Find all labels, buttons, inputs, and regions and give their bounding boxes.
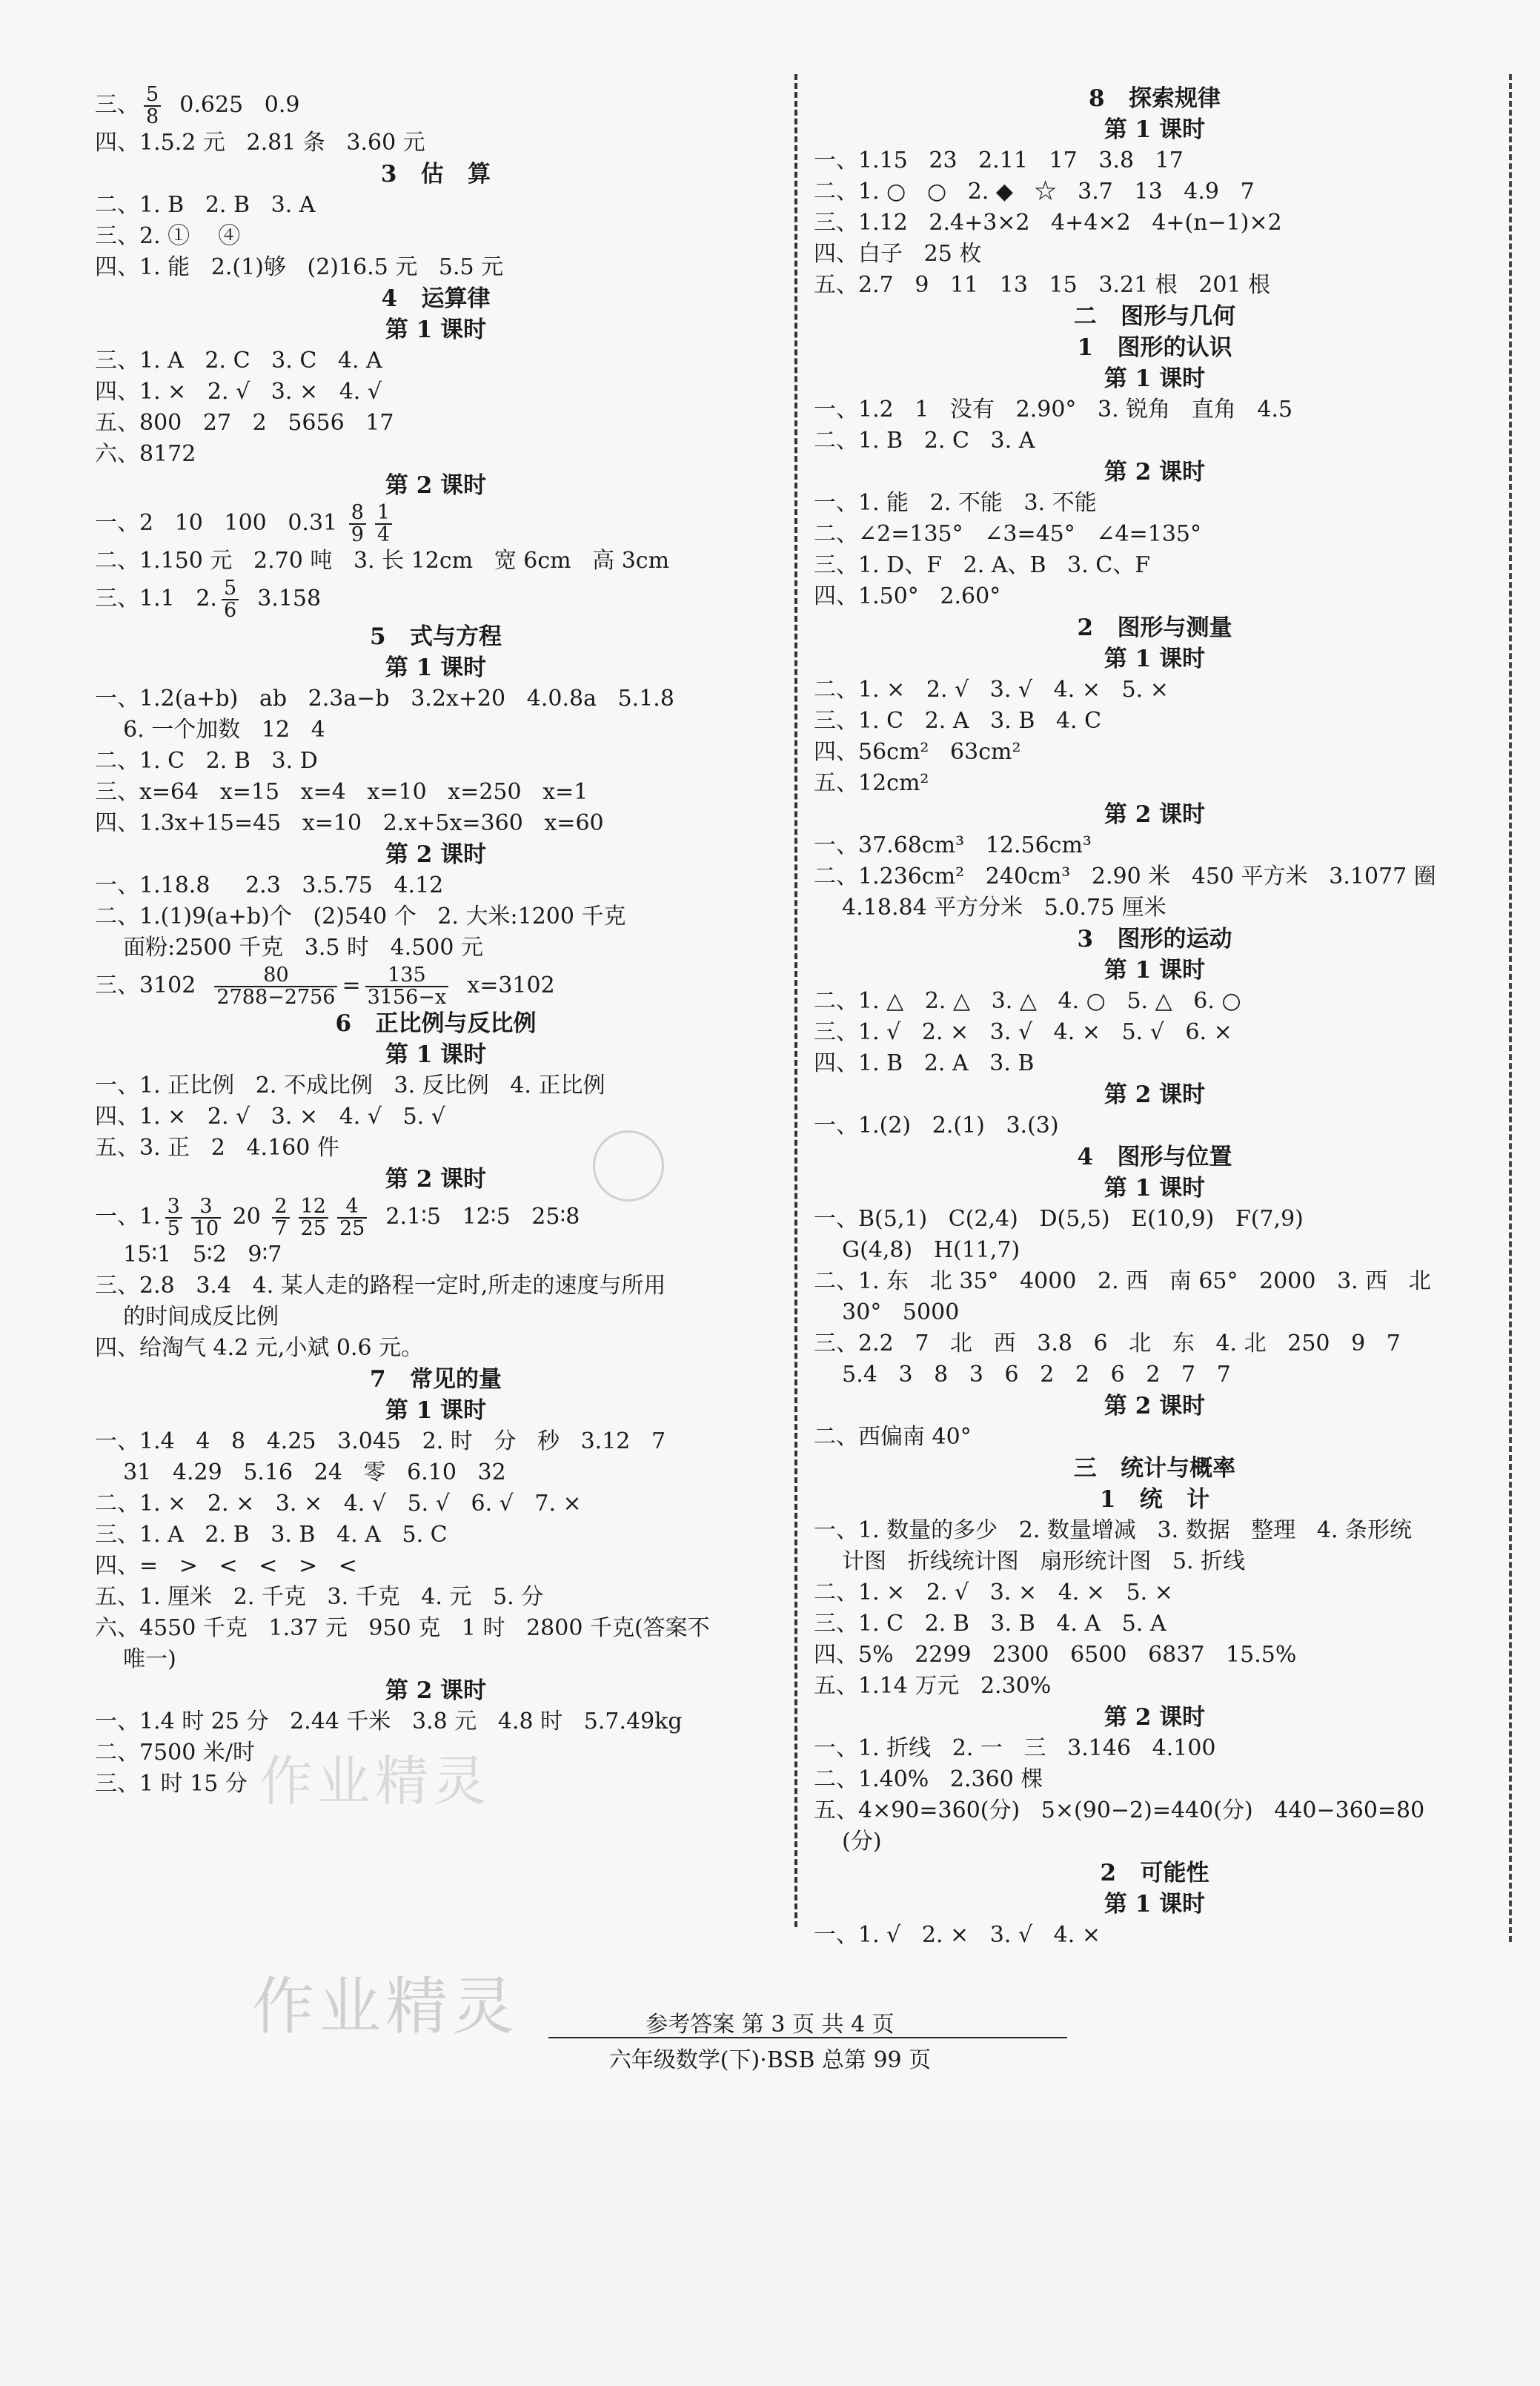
- answer-text: 一、1.4 时 25 分 2.44 千米 3.8 元 4.8 时 5.7.49kg: [95, 1709, 683, 1734]
- answer-text: 3 图形的运动: [1077, 926, 1232, 952]
- answer-text: 三、1. C 2. B 3. B 4. A 5. A: [814, 1611, 1166, 1637]
- answer-text: 第 2 课时: [1103, 1081, 1206, 1108]
- answer-line: [814, 1795, 1496, 1826]
- answer-line: [814, 550, 1496, 581]
- fraction: [349, 503, 366, 546]
- answer-text: 四、1. B 2. A 3. B: [814, 1050, 1035, 1076]
- answer-text: 第 2 课时: [1103, 1704, 1206, 1731]
- answer-line: [95, 1270, 777, 1302]
- answer-text: 0.625 0.9: [165, 92, 300, 118]
- section-heading: [814, 643, 1496, 675]
- section-heading: [95, 1395, 777, 1426]
- answer-text: 一、1. √ 2. × 3. √ 4. ×: [814, 1922, 1101, 1948]
- answer-text: 五、4×90=360(分) 5×(90−2)=440(分) 440−360=80: [814, 1797, 1425, 1823]
- section-heading: [814, 1702, 1496, 1733]
- answer-text: 第 2 课时: [385, 1677, 487, 1704]
- answer-text: 五、2.7 9 11 13 15 3.21 根 201 根: [814, 272, 1271, 298]
- denominator: 4: [376, 523, 391, 546]
- section-heading: [95, 652, 777, 683]
- answer-text: 15∶1 5∶2 9∶7: [95, 1242, 282, 1267]
- answer-text: 第 1 课时: [1103, 1891, 1206, 1918]
- answer-line: [814, 519, 1496, 550]
- numerator: 3: [191, 1196, 221, 1219]
- answer-text: 二、1. × 2. √ 3. √ 4. × 5. ×: [814, 677, 1169, 703]
- answer-line: [814, 1328, 1496, 1359]
- answer-text: 三、2.2 7 北 西 3.8 6 北 东 4. 北 250 9 7: [814, 1330, 1401, 1356]
- numerator: 12: [299, 1196, 328, 1219]
- answer-text: 第 1 课时: [1103, 1175, 1206, 1202]
- answer-line: [814, 270, 1496, 301]
- answer-text: 四、1. 能 2.(1)够 (2)16.5 元 5.5 元: [95, 254, 504, 280]
- answer-text: 二、1. × 2. × 3. × 4. √ 5. √ 6. √ 7. ×: [95, 1491, 582, 1517]
- fraction: [365, 965, 449, 1008]
- answer-text: 四、1. × 2. √ 3. × 4. √: [95, 379, 382, 405]
- numerator: 8: [349, 503, 366, 525]
- section-heading: [814, 1889, 1496, 1920]
- answer-line: [95, 1239, 777, 1270]
- answer-text: 二、西偏南 40°: [814, 1424, 972, 1450]
- section-heading: [814, 955, 1496, 986]
- fraction: [272, 1196, 289, 1239]
- answer-text: 三、3102: [95, 972, 210, 998]
- watermark: 作业精灵: [252, 1970, 520, 2043]
- answer-text: 20: [225, 1204, 268, 1230]
- answer-text: 二、1.236cm² 240cm³ 2.90 米 450 平方米 3.1077 圈: [814, 864, 1436, 889]
- answer-text: 四、= > < < > <: [95, 1553, 357, 1579]
- fraction: [337, 1196, 367, 1239]
- answer-line: [814, 1546, 1496, 1577]
- answer-line: [814, 1764, 1496, 1795]
- answer-line: [814, 1920, 1496, 1951]
- section-heading: [95, 1008, 777, 1039]
- section-heading: [95, 1164, 777, 1195]
- answer-text: 计图 折线统计图 扇形统计图 5. 折线: [814, 1548, 1246, 1574]
- answer-text: 四、56cm² 63cm²: [814, 739, 1021, 765]
- section-heading: [814, 332, 1496, 363]
- answer-text: x=3102: [453, 972, 555, 998]
- answer-text: 第 1 课时: [1103, 116, 1206, 143]
- answer-line: [814, 1826, 1496, 1858]
- answer-text: 2.1∶5 12∶5 25∶8: [371, 1204, 580, 1230]
- answer-text: 一、1.18.8 2.3 3.5.75 4.12: [95, 872, 444, 898]
- answer-text: 三、1. A 2. B 3. B 4. A 5. C: [95, 1522, 448, 1548]
- answer-line: [95, 1457, 777, 1488]
- section-heading: [814, 83, 1496, 114]
- answer-line: [95, 1101, 777, 1133]
- answer-line: [95, 715, 777, 746]
- answer-text: 二、1. △ 2. △ 3. △ 4. ○ 5. △ 6. ○: [814, 988, 1241, 1014]
- answer-text: 的时间成反比例: [95, 1304, 279, 1330]
- answer-text: 四、1. × 2. √ 3. × 4. √ 5. √: [95, 1104, 445, 1130]
- answer-line: [814, 488, 1496, 519]
- answer-line: [95, 746, 777, 777]
- answer-line: [95, 777, 777, 808]
- answer-line: [95, 1302, 777, 1333]
- watermark-mid: 作业精灵: [259, 1750, 491, 1812]
- answer-text: 三、1. √ 2. × 3. √ 4. × 5. √ 6. ×: [814, 1019, 1232, 1045]
- section-heading: [95, 470, 777, 501]
- answer-text: 三、1. D、F 2. A、B 3. C、F: [814, 552, 1151, 578]
- answer-text: 第 1 课时: [385, 317, 487, 343]
- answer-text: 一、1.: [95, 1204, 161, 1230]
- footer-answer-page: 参考答案 第 3 页 共 4 页: [645, 2012, 895, 2038]
- answer-text: G(4,8) H(11,7): [814, 1237, 1020, 1263]
- answer-text: 三、1.12 2.4+3×2 4+4×2 4+(n−1)×2: [814, 210, 1282, 236]
- answer-text: 5.4 3 8 3 6 2 2 6 2 7 7: [814, 1362, 1231, 1388]
- section-heading: [814, 612, 1496, 643]
- answer-text: 第 2 课时: [1103, 801, 1206, 828]
- answer-text: (分): [814, 1829, 882, 1855]
- answer-line: [95, 345, 777, 377]
- answer-text: 1 图形的认识: [1077, 334, 1232, 361]
- numerator: 80: [214, 965, 337, 987]
- answer-line: [95, 964, 777, 1008]
- answer-text: 2 可能性: [1100, 1860, 1209, 1886]
- numerator: 2: [272, 1196, 289, 1219]
- section-heading: [814, 924, 1496, 955]
- fraction: [144, 84, 161, 127]
- answer-line: [814, 145, 1496, 176]
- answer-text: 一、1.(2) 2.(1) 3.(3): [814, 1113, 1059, 1139]
- answer-text: 三、x=64 x=15 x=4 x=10 x=250 x=1: [95, 779, 588, 805]
- answer-line: [95, 1644, 777, 1675]
- answer-text: 4.18.84 平方分米 5.0.75 厘米: [814, 895, 1166, 921]
- answer-text: 第 1 课时: [385, 1041, 487, 1068]
- answer-text: 5 式与方程: [370, 623, 502, 650]
- answer-line: [814, 986, 1496, 1017]
- answer-line: [95, 870, 777, 901]
- answer-text: 第 2 课时: [385, 841, 487, 868]
- numerator: 5: [222, 578, 239, 600]
- answer-text: 五、1.14 万元 2.30%: [814, 1673, 1052, 1699]
- answer-line: [814, 1110, 1496, 1141]
- answer-line: [95, 1551, 777, 1582]
- answer-text: 二、1.(1)9(a+b)个 (2)540 个 2. 大米:1200 千克: [95, 904, 626, 929]
- answer-text: 一、1. 能 2. 不能 3. 不能: [814, 490, 1097, 516]
- answer-text: 唯一): [95, 1646, 176, 1672]
- answer-line: [814, 1422, 1496, 1453]
- answer-text: 第 2 课时: [385, 1166, 487, 1193]
- answer-text: =: [342, 972, 361, 998]
- denominator: 8: [146, 105, 159, 128]
- answer-line: [814, 1608, 1496, 1640]
- numerator: 1: [375, 503, 392, 525]
- answer-line: [814, 208, 1496, 239]
- answer-line: [814, 1235, 1496, 1266]
- answer-text: 三、1. C 2. A 3. B 4. C: [814, 708, 1102, 734]
- answer-text: 面粉:2500 千克 3.5 时 4.500 元: [95, 935, 484, 961]
- denominator: 5: [167, 1217, 180, 1240]
- answer-line: [95, 546, 777, 577]
- answer-line: [95, 252, 777, 283]
- answer-text: 一、1. 数量的多少 2. 数量增减 3. 数据 整理 4. 条形统: [814, 1517, 1413, 1543]
- answer-text: 二、1. B 2. C 3. A: [814, 428, 1035, 454]
- answer-text: 五、1. 厘米 2. 千克 3. 千克 4. 元 5. 分: [95, 1584, 544, 1610]
- answer-line: [814, 176, 1496, 208]
- answer-line: [814, 1733, 1496, 1764]
- answer-text: 一、1.15 23 2.11 17 3.8 17: [814, 148, 1184, 173]
- section-heading: [814, 457, 1496, 488]
- answer-text: 一、2 10 100 0.31: [95, 510, 345, 536]
- denominator: 7: [274, 1217, 288, 1240]
- section-heading: [814, 114, 1496, 145]
- answer-line: [814, 581, 1496, 612]
- answer-line: [814, 1577, 1496, 1608]
- answer-text: 四、5% 2299 2300 6500 6837 15.5%: [814, 1642, 1297, 1668]
- seal-stamp: [593, 1130, 664, 1202]
- answer-text: 6 正比例与反比例: [335, 1010, 537, 1037]
- answer-line: [814, 830, 1496, 861]
- answer-text: 31 4.29 5.16 24 零 6.10 32: [95, 1459, 506, 1485]
- answer-line: [814, 1266, 1496, 1297]
- answer-text: 二、1. B 2. B 3. A: [95, 192, 316, 218]
- answer-text: 3 估 算: [380, 161, 491, 188]
- section-heading: [814, 1173, 1496, 1204]
- answer-text: 三 统计与概率: [1073, 1455, 1236, 1482]
- answer-line: [95, 808, 777, 839]
- fraction: [299, 1196, 328, 1239]
- answer-text: 8 探索规律: [1089, 85, 1221, 112]
- answer-line: [95, 83, 777, 127]
- footer-book-info: 六年级数学(下)·BSB 总第 99 页: [608, 2047, 932, 2073]
- answer-text: 四、1.5.2 元 2.81 条 3.60 元: [95, 130, 425, 156]
- footer-rule: [548, 2037, 1067, 2038]
- answer-text: 三、1.1 2.: [95, 586, 217, 612]
- section-heading: [814, 363, 1496, 394]
- answer-text: 2 图形与测量: [1077, 614, 1232, 641]
- answer-text: 7 常见的量: [370, 1366, 502, 1393]
- answer-text: 二、1. ○ ○ 2. ◆ ☆ 3.7 13 4.9 7: [814, 179, 1255, 205]
- answer-text: 四、白子 25 枚: [814, 241, 982, 267]
- answer-text: 四、1.3x+15=45 x=10 2.x+5x=360 x=60: [95, 810, 604, 836]
- answer-text: 一、1.2(a+b) ab 2.3a−b 3.2x+20 4.0.8a 5.1.8: [95, 686, 674, 712]
- answer-text: 六、8172: [95, 441, 196, 467]
- answer-text: 二、7500 米/时: [95, 1740, 255, 1766]
- denominator: 25: [339, 1217, 365, 1240]
- answer-line: [814, 706, 1496, 737]
- numerator: 5: [144, 84, 161, 107]
- answer-line: [95, 221, 777, 252]
- answer-text: 第 1 课时: [1103, 957, 1206, 984]
- answer-text: 一、1.2 1 没有 2.90° 3. 锐角 直角 4.5: [814, 397, 1293, 422]
- answer-text: 一、1.4 4 8 4.25 3.045 2. 时 分 秒 3.12 7: [95, 1428, 666, 1454]
- left-column: [95, 83, 777, 1800]
- right-column: [814, 83, 1496, 1951]
- denominator: 3156−x: [367, 986, 447, 1009]
- answer-line: [814, 1359, 1496, 1391]
- answer-line: [95, 1613, 777, 1644]
- fraction: [375, 503, 392, 546]
- answer-text: 三、2. ① ④: [95, 223, 241, 249]
- section-heading: [814, 1141, 1496, 1173]
- answer-text: 30° 5000: [814, 1299, 960, 1325]
- answer-text: 二、1. C 2. B 3. D: [95, 748, 318, 774]
- numerator: 135: [365, 965, 449, 987]
- answer-line: [814, 861, 1496, 892]
- answer-line: [95, 127, 777, 159]
- answer-text: 二、1. × 2. √ 3. × 4. × 5. ×: [814, 1580, 1173, 1605]
- answer-text: 一、B(5,1) C(2,4) D(5,5) E(10,9) F(7,9): [814, 1206, 1304, 1232]
- answer-line: [814, 239, 1496, 270]
- answer-text: 三、2.8 3.4 4. 某人走的路程一定时,所走的速度与所用: [95, 1273, 666, 1299]
- answer-line: [95, 1706, 777, 1737]
- answer-text: 四、给淘气 4.2 元,小斌 0.6 元。: [95, 1335, 424, 1361]
- section-heading: [814, 301, 1496, 332]
- answer-text: 4 图形与位置: [1077, 1144, 1232, 1170]
- answer-line: [95, 901, 777, 932]
- section-heading: [814, 1453, 1496, 1484]
- answer-text: 二 图形与几何: [1073, 303, 1236, 330]
- section-heading: [95, 839, 777, 870]
- numerator: 4: [337, 1196, 367, 1219]
- answer-line: [814, 1017, 1496, 1048]
- fraction: [222, 578, 239, 621]
- section-heading: [95, 159, 777, 190]
- section-heading: [95, 1364, 777, 1395]
- denominator: 9: [351, 523, 364, 546]
- answer-line: [95, 1488, 777, 1520]
- section-heading: [95, 1039, 777, 1070]
- answer-text: 三、: [95, 92, 139, 118]
- answer-text: 第 1 课时: [385, 1397, 487, 1424]
- answer-line: [814, 1204, 1496, 1235]
- answer-text: 一、1. 正比例 2. 不成比例 3. 反比例 4. 正比例: [95, 1073, 605, 1098]
- fraction: [165, 1196, 182, 1239]
- answer-text: 三、1. A 2. C 3. C 4. A: [95, 348, 382, 374]
- answer-line: [95, 1520, 777, 1551]
- answer-text: 一、1. 折线 2. 一 三 3.146 4.100: [814, 1735, 1216, 1761]
- section-heading: [95, 283, 777, 314]
- section-heading: [814, 1484, 1496, 1515]
- answer-text: 第 2 课时: [1103, 1393, 1206, 1419]
- answer-line: [95, 1195, 777, 1239]
- answer-text: 二、∠2=135° ∠3=45° ∠4=135°: [814, 521, 1201, 547]
- answer-text: 第 1 课时: [1103, 646, 1206, 672]
- answer-text: 6. 一个加数 12 4: [95, 717, 325, 743]
- answer-line: [814, 1640, 1496, 1671]
- answer-line: [95, 1133, 777, 1164]
- fraction: [214, 965, 337, 1008]
- answer-text: 五、3. 正 2 4.160 件: [95, 1135, 339, 1161]
- answer-text: 五、12cm²: [814, 770, 929, 796]
- answer-text: 二、1.150 元 2.70 吨 3. 长 12cm 宽 6cm 高 3cm: [95, 548, 670, 574]
- answer-text: 二、1.40% 2.360 棵: [814, 1766, 1043, 1792]
- section-heading: [814, 1391, 1496, 1422]
- answer-line: [95, 190, 777, 221]
- answer-line: [814, 1048, 1496, 1079]
- answer-text: 4 运算律: [381, 285, 491, 312]
- section-heading: [814, 799, 1496, 830]
- answer-line: [95, 577, 777, 621]
- answer-text: 第 2 课时: [1103, 459, 1206, 486]
- denominator: 10: [193, 1217, 219, 1240]
- answer-text: 一、37.68cm³ 12.56cm³: [814, 832, 1092, 858]
- answer-line: [95, 439, 777, 470]
- answer-line: [814, 1515, 1496, 1546]
- answer-line: [814, 394, 1496, 425]
- section-heading: [95, 1675, 777, 1706]
- answer-text: 第 1 课时: [385, 655, 487, 681]
- answer-line: [95, 1582, 777, 1613]
- answer-line: [814, 675, 1496, 706]
- answer-text: 三、1 时 15 分: [95, 1771, 248, 1797]
- answer-line: [95, 377, 777, 408]
- denominator: 2788−2756: [216, 986, 336, 1009]
- section-heading: [814, 1858, 1496, 1889]
- denominator: 25: [300, 1217, 326, 1240]
- answer-line: [95, 501, 777, 546]
- column-divider: [794, 74, 797, 1927]
- answer-text: 3.158: [243, 586, 322, 612]
- answer-line: [814, 737, 1496, 768]
- section-heading: [814, 1079, 1496, 1110]
- answer-line: [95, 1333, 777, 1364]
- numerator: 3: [165, 1196, 182, 1219]
- answer-line: [95, 1070, 777, 1101]
- answer-text: 六、4550 千克 1.37 元 950 克 1 时 2800 千克(答案不: [95, 1615, 710, 1641]
- answer-text: 第 1 课时: [1103, 365, 1206, 392]
- answer-text: 第 2 课时: [385, 472, 487, 499]
- answer-line: [814, 1671, 1496, 1702]
- answer-text: 1 统 计: [1099, 1486, 1210, 1513]
- answer-line: [814, 768, 1496, 799]
- answer-text: 五、800 27 2 5656 17: [95, 410, 394, 436]
- denominator: 6: [223, 599, 237, 622]
- section-heading: [95, 621, 777, 652]
- fraction: [191, 1196, 221, 1239]
- answer-line: [95, 932, 777, 964]
- answer-line: [814, 1297, 1496, 1328]
- answer-line: [814, 892, 1496, 924]
- answer-text: 二、1. 东 北 35° 4000 2. 西 南 65° 2000 3. 西 北: [814, 1268, 1431, 1294]
- answer-line: [95, 1426, 777, 1457]
- section-heading: [95, 314, 777, 345]
- answer-line: [814, 425, 1496, 457]
- answer-line: [95, 408, 777, 439]
- answer-line: [95, 683, 777, 715]
- cut-line: [1509, 74, 1512, 1942]
- answer-text: 四、1.50° 2.60°: [814, 583, 1001, 609]
